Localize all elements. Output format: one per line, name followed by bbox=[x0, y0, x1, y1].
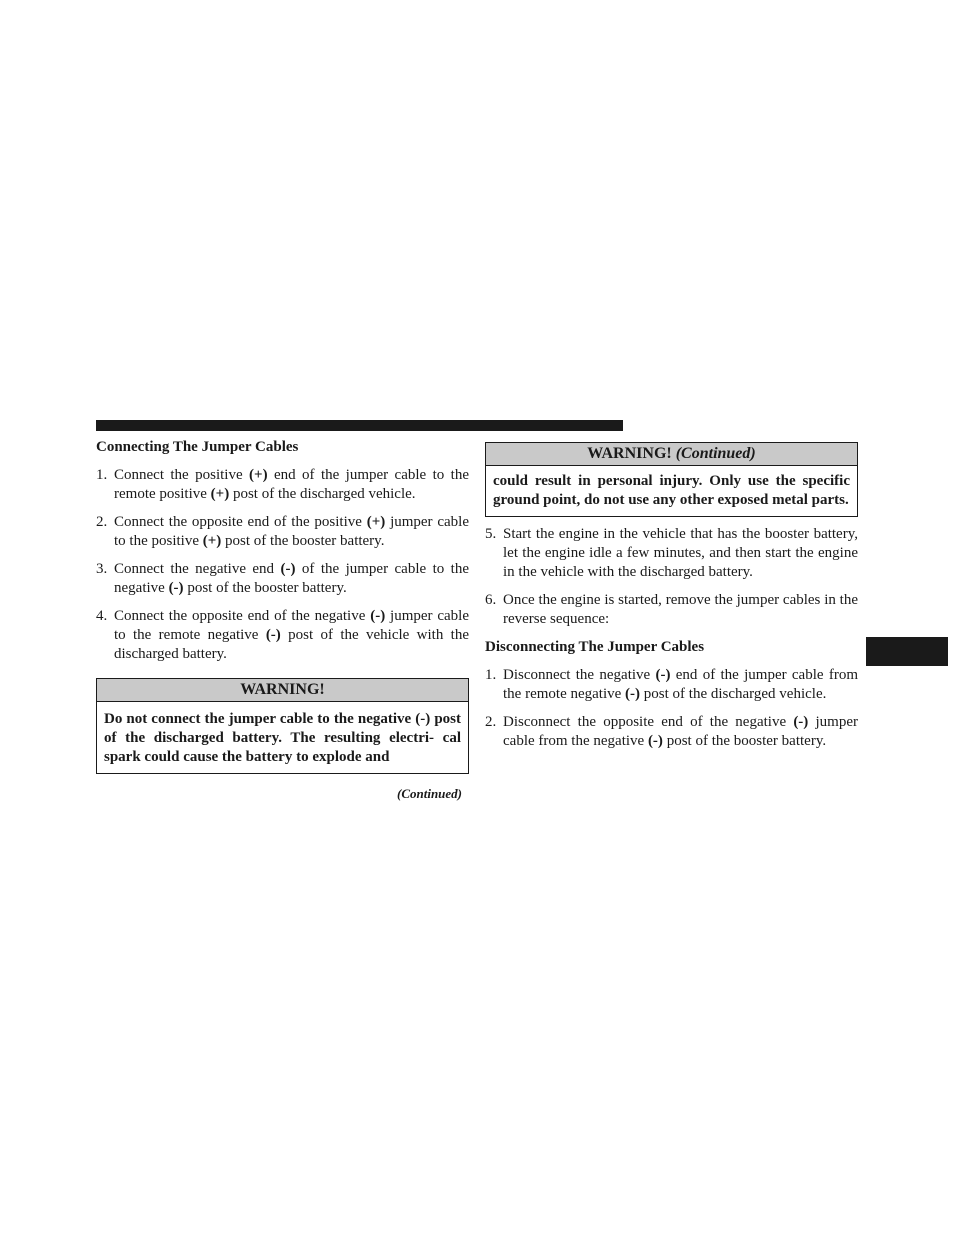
right-column bbox=[485, 442, 858, 760]
polarity-symbol: (-) bbox=[625, 686, 641, 702]
warning-box bbox=[96, 678, 469, 774]
polarity-symbol: (+) bbox=[210, 486, 230, 502]
step-text: Connect the positive bbox=[114, 467, 250, 483]
section-top-rule bbox=[96, 420, 623, 431]
step-text: jumper cable to the remote negative bbox=[114, 608, 469, 643]
step-number: 4. bbox=[96, 608, 108, 624]
step-text: post of the booster battery. bbox=[183, 580, 347, 596]
list-item bbox=[96, 607, 469, 664]
polarity-symbol: (-) bbox=[370, 608, 386, 624]
connecting-heading: Connecting The Jumper Cables bbox=[96, 439, 299, 455]
step-number: 2. bbox=[485, 714, 497, 730]
step-text: post of the discharged vehicle. bbox=[229, 486, 416, 502]
step-text: Connect the opposite end of the positive bbox=[114, 514, 367, 530]
step-text: Once the engine is started, remove the jumper cables in the reverse sequence: bbox=[503, 592, 858, 627]
engine-steps bbox=[485, 525, 858, 629]
step-text: Connect the opposite end of the negative bbox=[114, 608, 371, 624]
disconnecting-heading: Disconnecting The Jumper Cables bbox=[485, 639, 705, 655]
step-text: Connect the negative end bbox=[114, 561, 281, 577]
step-text: Disconnect the opposite end of the negative bbox=[503, 714, 794, 730]
warning-continued-suffix: (Continued) bbox=[675, 445, 756, 462]
chapter-tab bbox=[866, 637, 948, 666]
step-text: of the jumper cable to the negative bbox=[114, 561, 470, 596]
step-text: post of the vehicle with the discharged battery. bbox=[114, 627, 469, 662]
list-item bbox=[485, 666, 858, 704]
polarity-symbol: (-) bbox=[647, 733, 663, 749]
polarity-symbol: (+) bbox=[366, 514, 386, 530]
warning-title: WARNING! bbox=[97, 679, 468, 702]
continued-note: (Continued) bbox=[396, 786, 462, 801]
polarity-symbol: (-) bbox=[793, 714, 809, 730]
list-item bbox=[485, 591, 858, 629]
step-text: end of the jumper cable from the remote negative bbox=[503, 667, 858, 702]
warning-continued-body: could result in personal injury. Only use the specific ground point, do not use any other exposed metal parts. bbox=[493, 473, 850, 508]
step-text: Disconnect the negative bbox=[503, 667, 656, 683]
warning-continued-label: WARNING! bbox=[587, 445, 672, 462]
step-number: 2. bbox=[96, 514, 108, 530]
warning-body: Do not connect the jumper cable to the negative (-) post of the discharged battery. The resulting electri- cal spark could cause the battery to explode and bbox=[104, 711, 461, 765]
polarity-symbol: (+) bbox=[202, 533, 222, 549]
warning-continued-box bbox=[485, 442, 858, 517]
connecting-steps bbox=[96, 466, 469, 664]
step-text: post of the booster battery. bbox=[221, 533, 385, 549]
list-item bbox=[96, 466, 469, 504]
list-item bbox=[485, 713, 858, 751]
step-number: 5. bbox=[485, 526, 497, 542]
list-item bbox=[96, 560, 469, 598]
polarity-symbol: (-) bbox=[655, 667, 671, 683]
warning-continued-title bbox=[486, 443, 857, 466]
polarity-symbol: (-) bbox=[265, 627, 281, 643]
left-column bbox=[96, 438, 469, 803]
polarity-symbol: (-) bbox=[280, 561, 296, 577]
step-text: Start the engine in the vehicle that has the booster battery, let the engine idle a few minutes, and then start the engine in the vehicle with the discharged battery. bbox=[503, 526, 858, 580]
step-text: post of the discharged vehicle. bbox=[640, 686, 827, 702]
step-number: 3. bbox=[96, 561, 108, 577]
polarity-symbol: (-) bbox=[168, 580, 184, 596]
polarity-symbol: (+) bbox=[249, 467, 268, 483]
disconnecting-steps bbox=[485, 666, 858, 751]
list-item bbox=[485, 525, 858, 582]
step-number: 1. bbox=[96, 467, 108, 483]
step-text: end of the jumper cable to the remote positive bbox=[114, 467, 469, 502]
step-text: jumper cable to the positive bbox=[114, 514, 469, 549]
step-text: jumper cable from the negative bbox=[503, 714, 858, 749]
list-item bbox=[96, 513, 469, 551]
step-text: post of the booster battery. bbox=[662, 733, 827, 749]
step-number: 6. bbox=[485, 592, 497, 608]
step-number: 1. bbox=[485, 667, 497, 683]
